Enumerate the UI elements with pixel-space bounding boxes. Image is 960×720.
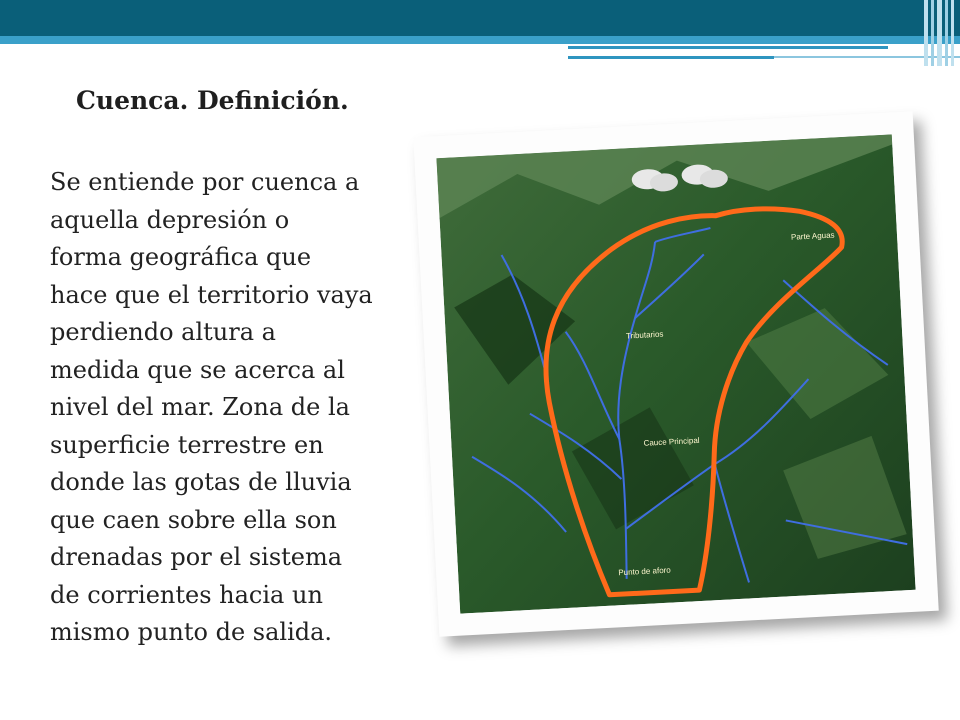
watershed-photo <box>413 111 938 636</box>
slide-title: Cuenca. Definición. <box>76 86 349 115</box>
map-label-cauce-principal: Cauce Principal <box>643 435 700 448</box>
map-label-tributarios: Tributarios <box>625 329 664 341</box>
map-label-parte-aguas: Parte Aguas <box>790 230 835 242</box>
watershed-map <box>436 134 915 613</box>
header-accent-lines <box>568 46 960 66</box>
header-band <box>0 0 960 36</box>
header-stripe <box>0 36 960 44</box>
header-vertical-bars <box>924 0 954 66</box>
slide-body-text: Se entiende por cuenca a aquella depresión o forma geográfica que hace que el territorio vaya perdiendo altura a medida que se acerca al nivel del mar. Zona de la superficie terrestre en donde las gotas de lluvia que caen sobre ella son drenadas por el sistema de corrientes hacia un mismo punto de salida. <box>50 168 373 646</box>
map-label-punto-aforo: Punto de aforo <box>618 565 671 578</box>
